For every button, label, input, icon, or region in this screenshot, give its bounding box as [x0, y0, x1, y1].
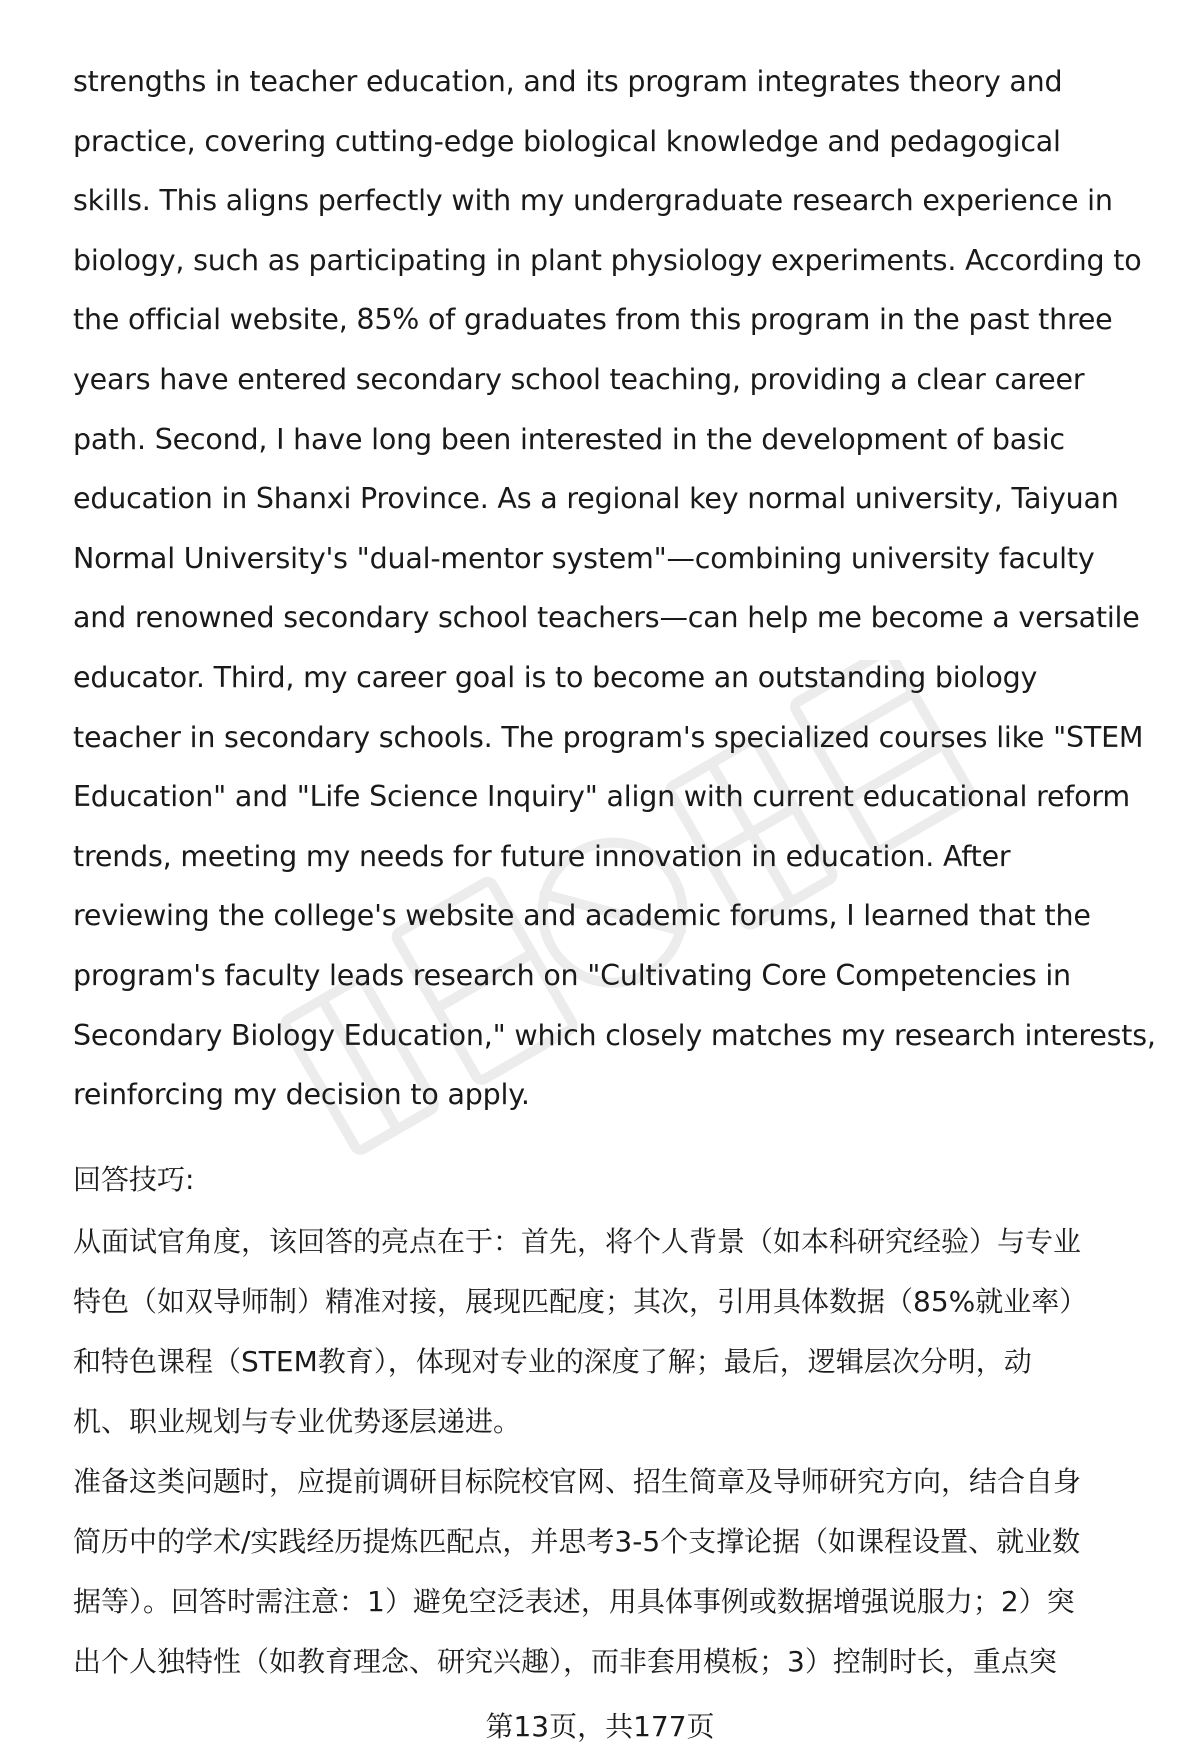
tips-paragraph-highlights	[73, 1212, 1153, 1452]
tips-paragraph-preparation	[73, 1452, 1153, 1692]
text-line: 准备这类问题时，应提前调研目标院校官网、招生简章及导师研究方向，结合自身	[73, 1465, 1082, 1498]
text-line: 出个人独特性（如教育理念、研究兴趣），而非套用模板；3）控制时长，重点突	[73, 1645, 1057, 1678]
text-line: the official website, 85% of graduates from this program in the past three	[73, 303, 1113, 337]
text-line: skills. This aligns perfectly with my undergraduate research experience in	[73, 184, 1113, 218]
text-line: years have entered secondary school teaching, providing a clear career	[73, 362, 1085, 396]
english-answer-paragraph	[73, 52, 1156, 1125]
text-line: and renowned secondary school teachers—can help me become a versatile	[73, 601, 1140, 635]
text-line: trends, meeting my needs for future innovation in education. After	[73, 839, 1011, 873]
text-line: 机、职业规划与专业优势逐层递进。	[73, 1405, 522, 1438]
text-line: teacher in secondary schools. The program's specialized courses like "STEM	[73, 720, 1144, 754]
text-line: 和特色课程（STEM教育），体现对专业的深度了解；最后，逻辑层次分明，动	[73, 1345, 1032, 1378]
text-line: Normal University's "dual-mentor system"—combining university faculty	[73, 541, 1095, 575]
text-line: biology, such as participating in plant physiology experiments. According to	[73, 243, 1142, 277]
text-line: path. Second, I have long been interested in the development of basic	[73, 422, 1065, 456]
text-line: reinforcing my decision to apply.	[73, 1078, 530, 1112]
page-number: 第13页，共177页	[485, 1710, 715, 1743]
text-line: program's faculty leads research on "Cultivating Core Competencies in	[73, 958, 1071, 992]
text-line: reviewing the college's website and academic forums, I learned that the	[73, 899, 1091, 933]
text-line: 特色（如双导师制）精准对接，展现匹配度；其次，引用具体数据（85%就业率）	[73, 1285, 1088, 1318]
text-line: 据等）。回答时需注意：1）避免空泛表述，用具体事例或数据增强说服力；2）突	[73, 1585, 1075, 1618]
text-line: Education" and "Life Science Inquiry" align with current educational reform	[73, 780, 1130, 814]
text-line: strengths in teacher education, and its program integrates theory and	[73, 65, 1063, 98]
text-line: Secondary Biology Education," which closely matches my research interests,	[73, 1018, 1156, 1052]
text-line: 简历中的学术/实践经历提炼匹配点，并思考3-5个支撑论据（如课程设置、就业数	[73, 1525, 1081, 1558]
text-line: practice, covering cutting-edge biological knowledge and pedagogical	[73, 124, 1061, 158]
text-line: 从面试官角度，该回答的亮点在于：首先，将个人背景（如本科研究经验）与专业	[73, 1225, 1082, 1258]
text-line: educator. Third, my career goal is to become an outstanding biology	[73, 660, 1038, 694]
tips-heading: 回答技巧:	[73, 1163, 195, 1196]
text-line: education in Shanxi Province. As a regional key normal university, Taiyuan	[73, 482, 1119, 516]
